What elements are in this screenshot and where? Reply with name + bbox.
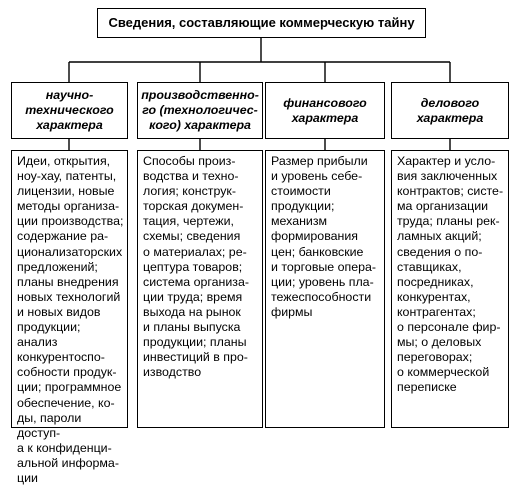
details-production	[137, 150, 263, 428]
root-title: Сведения, составляющие коммерческую тайну	[108, 15, 415, 30]
category-heading: делового характера	[416, 95, 484, 125]
category-business	[391, 82, 509, 139]
details-text: Характер и усло- вия заключенных контрактов; систе- ма организации труда; планы рек- ламных акций; сведения о по- ставщиках, посредниках, конкурентах, контрагентах; о персонале фир- мы; о деловых переговорах; о коммерческой переписке	[397, 154, 504, 395]
root-node	[97, 8, 426, 38]
details-business	[391, 150, 509, 428]
category-financial	[265, 82, 385, 139]
details-text: Способы произ- водства и техно- логия; конструк- торская докумен- тация, чертежи, схемы; сведения о материалах; ре- цептура товаров; система организа- ции труда; время выхода на рынок и планы выпуска продукции; планы инвестиций в про- изводство	[143, 154, 249, 380]
details-text: Размер прибыли и уровень себе- стоимости продукции; механизм формирования цен; банковские и торговые опера- ции; уровень пла- тежеспособности фирмы	[271, 154, 377, 319]
category-heading: финансового характера	[283, 95, 367, 125]
details-scientific-technical	[11, 150, 128, 485]
details-financial	[265, 150, 385, 428]
category-production	[137, 82, 263, 139]
category-scientific-technical	[11, 82, 128, 139]
category-heading: производственно- го (технологичес- кого) характера	[141, 88, 259, 132]
details-text: Идеи, открытия, ноу-хау, патенты, лицензии, новые методы организа- ции производства; содержание ра- ционализаторских предложений; планы внедрения новых технологий и новых видов продукции; анализ конкурентоспо- собности продук- ции; программное обеспечение, ко- ды, пароли доступ- а к конфиденци- альной информа- ции	[17, 154, 124, 485]
category-heading: научно- технического характера	[25, 88, 114, 132]
